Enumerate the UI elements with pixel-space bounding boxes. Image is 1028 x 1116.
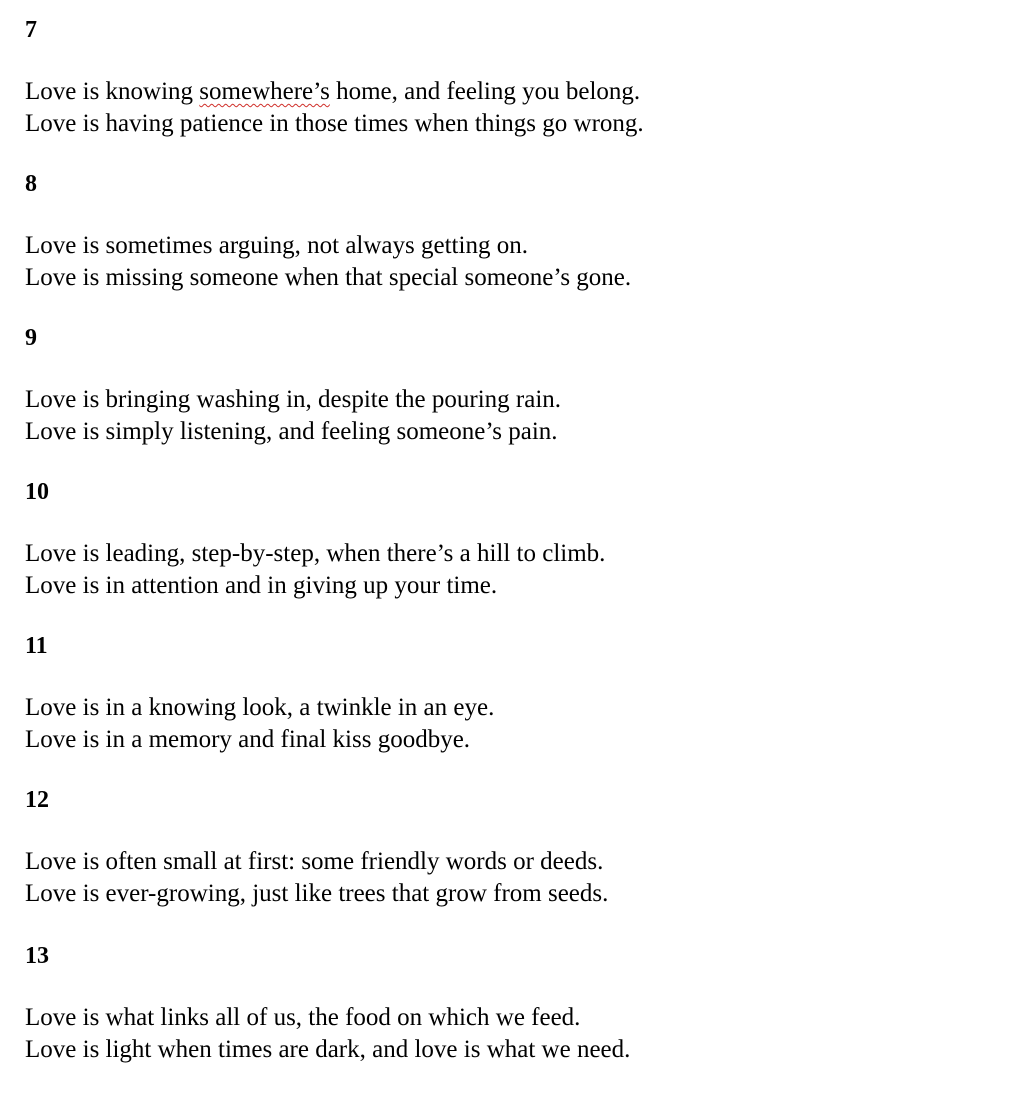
misspelled-word[interactable]: somewhere’s xyxy=(199,78,330,105)
poem-line-text: Love is knowing xyxy=(25,78,200,105)
poem-line: Love is leading, step-by-step, when there’s a hill to climb. xyxy=(25,540,606,567)
stanza-number: 13 xyxy=(25,943,49,969)
poem-line: Love is missing someone when that special someone’s gone. xyxy=(25,264,632,291)
poem-line: Love is having patience in those times when things go wrong. xyxy=(25,110,644,137)
stanza-number: 12 xyxy=(25,787,49,813)
poem-line: Love is sometimes arguing, not always getting on. xyxy=(25,232,528,259)
poem-line: Love is in attention and in giving up your time. xyxy=(25,572,498,599)
poem-line: Love is simply listening, and feeling someone’s pain. xyxy=(25,418,558,445)
stanza-number: 10 xyxy=(25,479,49,505)
poem-line: Love is in a memory and final kiss goodbye. xyxy=(25,726,471,753)
stanza-number: 8 xyxy=(25,171,37,197)
poem-line xyxy=(25,76,640,107)
poem-line: Love is what links all of us, the food on which we feed. xyxy=(25,1004,581,1031)
stanza-number: 7 xyxy=(25,17,37,43)
stanza-number: 11 xyxy=(25,633,48,659)
poem-line: Love is often small at first: some friendly words or deeds. xyxy=(25,848,604,875)
stanza-number: 9 xyxy=(25,325,37,351)
poem-line: Love is bringing washing in, despite the pouring rain. xyxy=(25,386,562,413)
poem-line: Love is ever-growing, just like trees that grow from seeds. xyxy=(25,880,609,907)
poem-line-text: home, and feeling you belong. xyxy=(329,78,641,105)
poem-line: Love is in a knowing look, a twinkle in an eye. xyxy=(25,694,495,721)
poem-line: Love is light when times are dark, and love is what we need. xyxy=(25,1036,631,1063)
